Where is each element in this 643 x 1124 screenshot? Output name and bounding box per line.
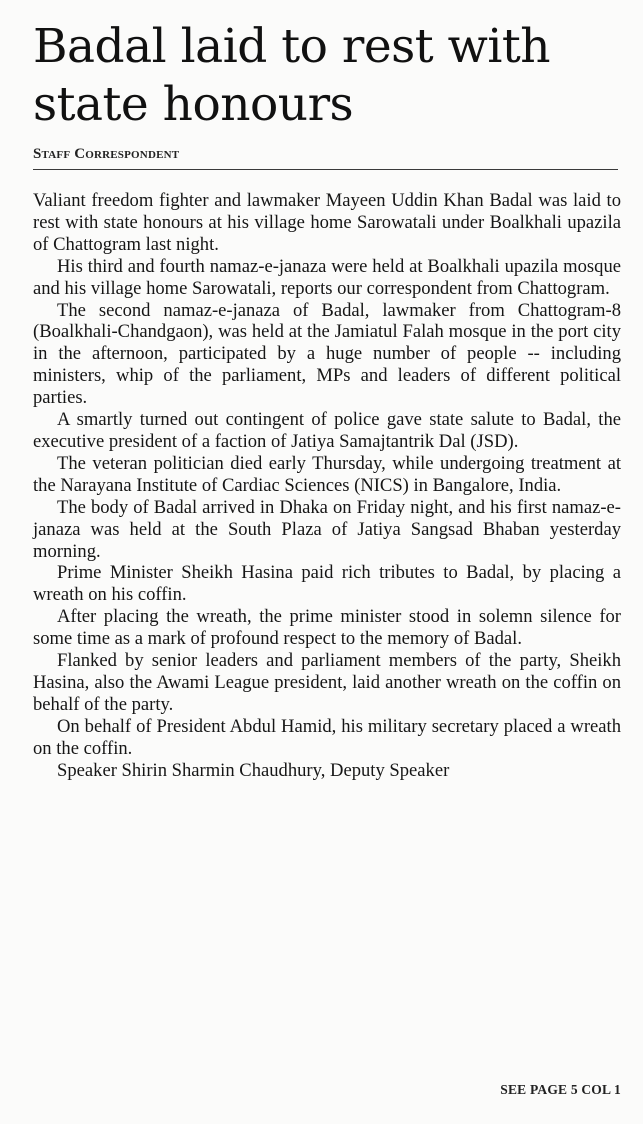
headline: Badal laid to rest with state honours [33,19,551,132]
article-paragraph: Prime Minister Sheikh Hasina paid rich tributes to Badal, by placing a wreath on his coffin. [33,562,621,606]
article-body [33,190,621,781]
article-paragraph: His third and fourth namaz-e-janaza were held at Boalkhali upazila mosque and his village home Sarowatali, reports our correspondent from Chattogram. [33,255,621,299]
continuation-note: SEE PAGE 5 COL 1 [500,1082,621,1097]
byline: Staff Correspondent [33,146,180,162]
article-paragraph: The body of Badal arrived in Dhaka on Friday night, and his first namaz-e-janaza was held at the South Plaza of Jatiya Sangsad Bhaban yesterday morning. [33,496,621,562]
article-paragraph: Flanked by senior leaders and parliament members of the party, Sheikh Hasina, also the Awami League president, laid another wreath on the coffin on behalf of the party. [33,650,621,715]
article-paragraph: Valiant freedom fighter and lawmaker Mayeen Uddin Khan Badal was laid to rest with state honours at his village home Sarowatali under Boalkhali upazila of Chattogram last night. [33,190,621,255]
article-paragraph: The second namaz-e-janaza of Badal, lawmaker from Chattogram-8 (Boalkhali-Chandgaon), was held at the Jamiatul Falah mosque in the port city in the afternoon, participated by a huge number of people -- including ministers, whip of the parliament, MPs and leaders of different political parties. [33,299,621,409]
article-paragraph: The veteran politician died early Thursday, while undergoing treatment at the Narayana Institute of Cardiac Sciences (NICS) in Bangalore, India. [33,452,621,496]
article-paragraph: On behalf of President Abdul Hamid, his military secretary placed a wreath on the coffin. [33,715,621,759]
article-paragraph: Speaker Shirin Sharmin Chaudhury, Deputy Speaker [57,759,450,781]
article-paragraph: After placing the wreath, the prime minister stood in solemn silence for some time as a mark of profound respect to the memory of Badal. [33,606,621,650]
article-paragraph: A smartly turned out contingent of police gave state salute to Badal, the executive president of a faction of Jatiya Samajtantrik Dal (JSD). [33,409,621,452]
byline-divider [33,169,618,170]
